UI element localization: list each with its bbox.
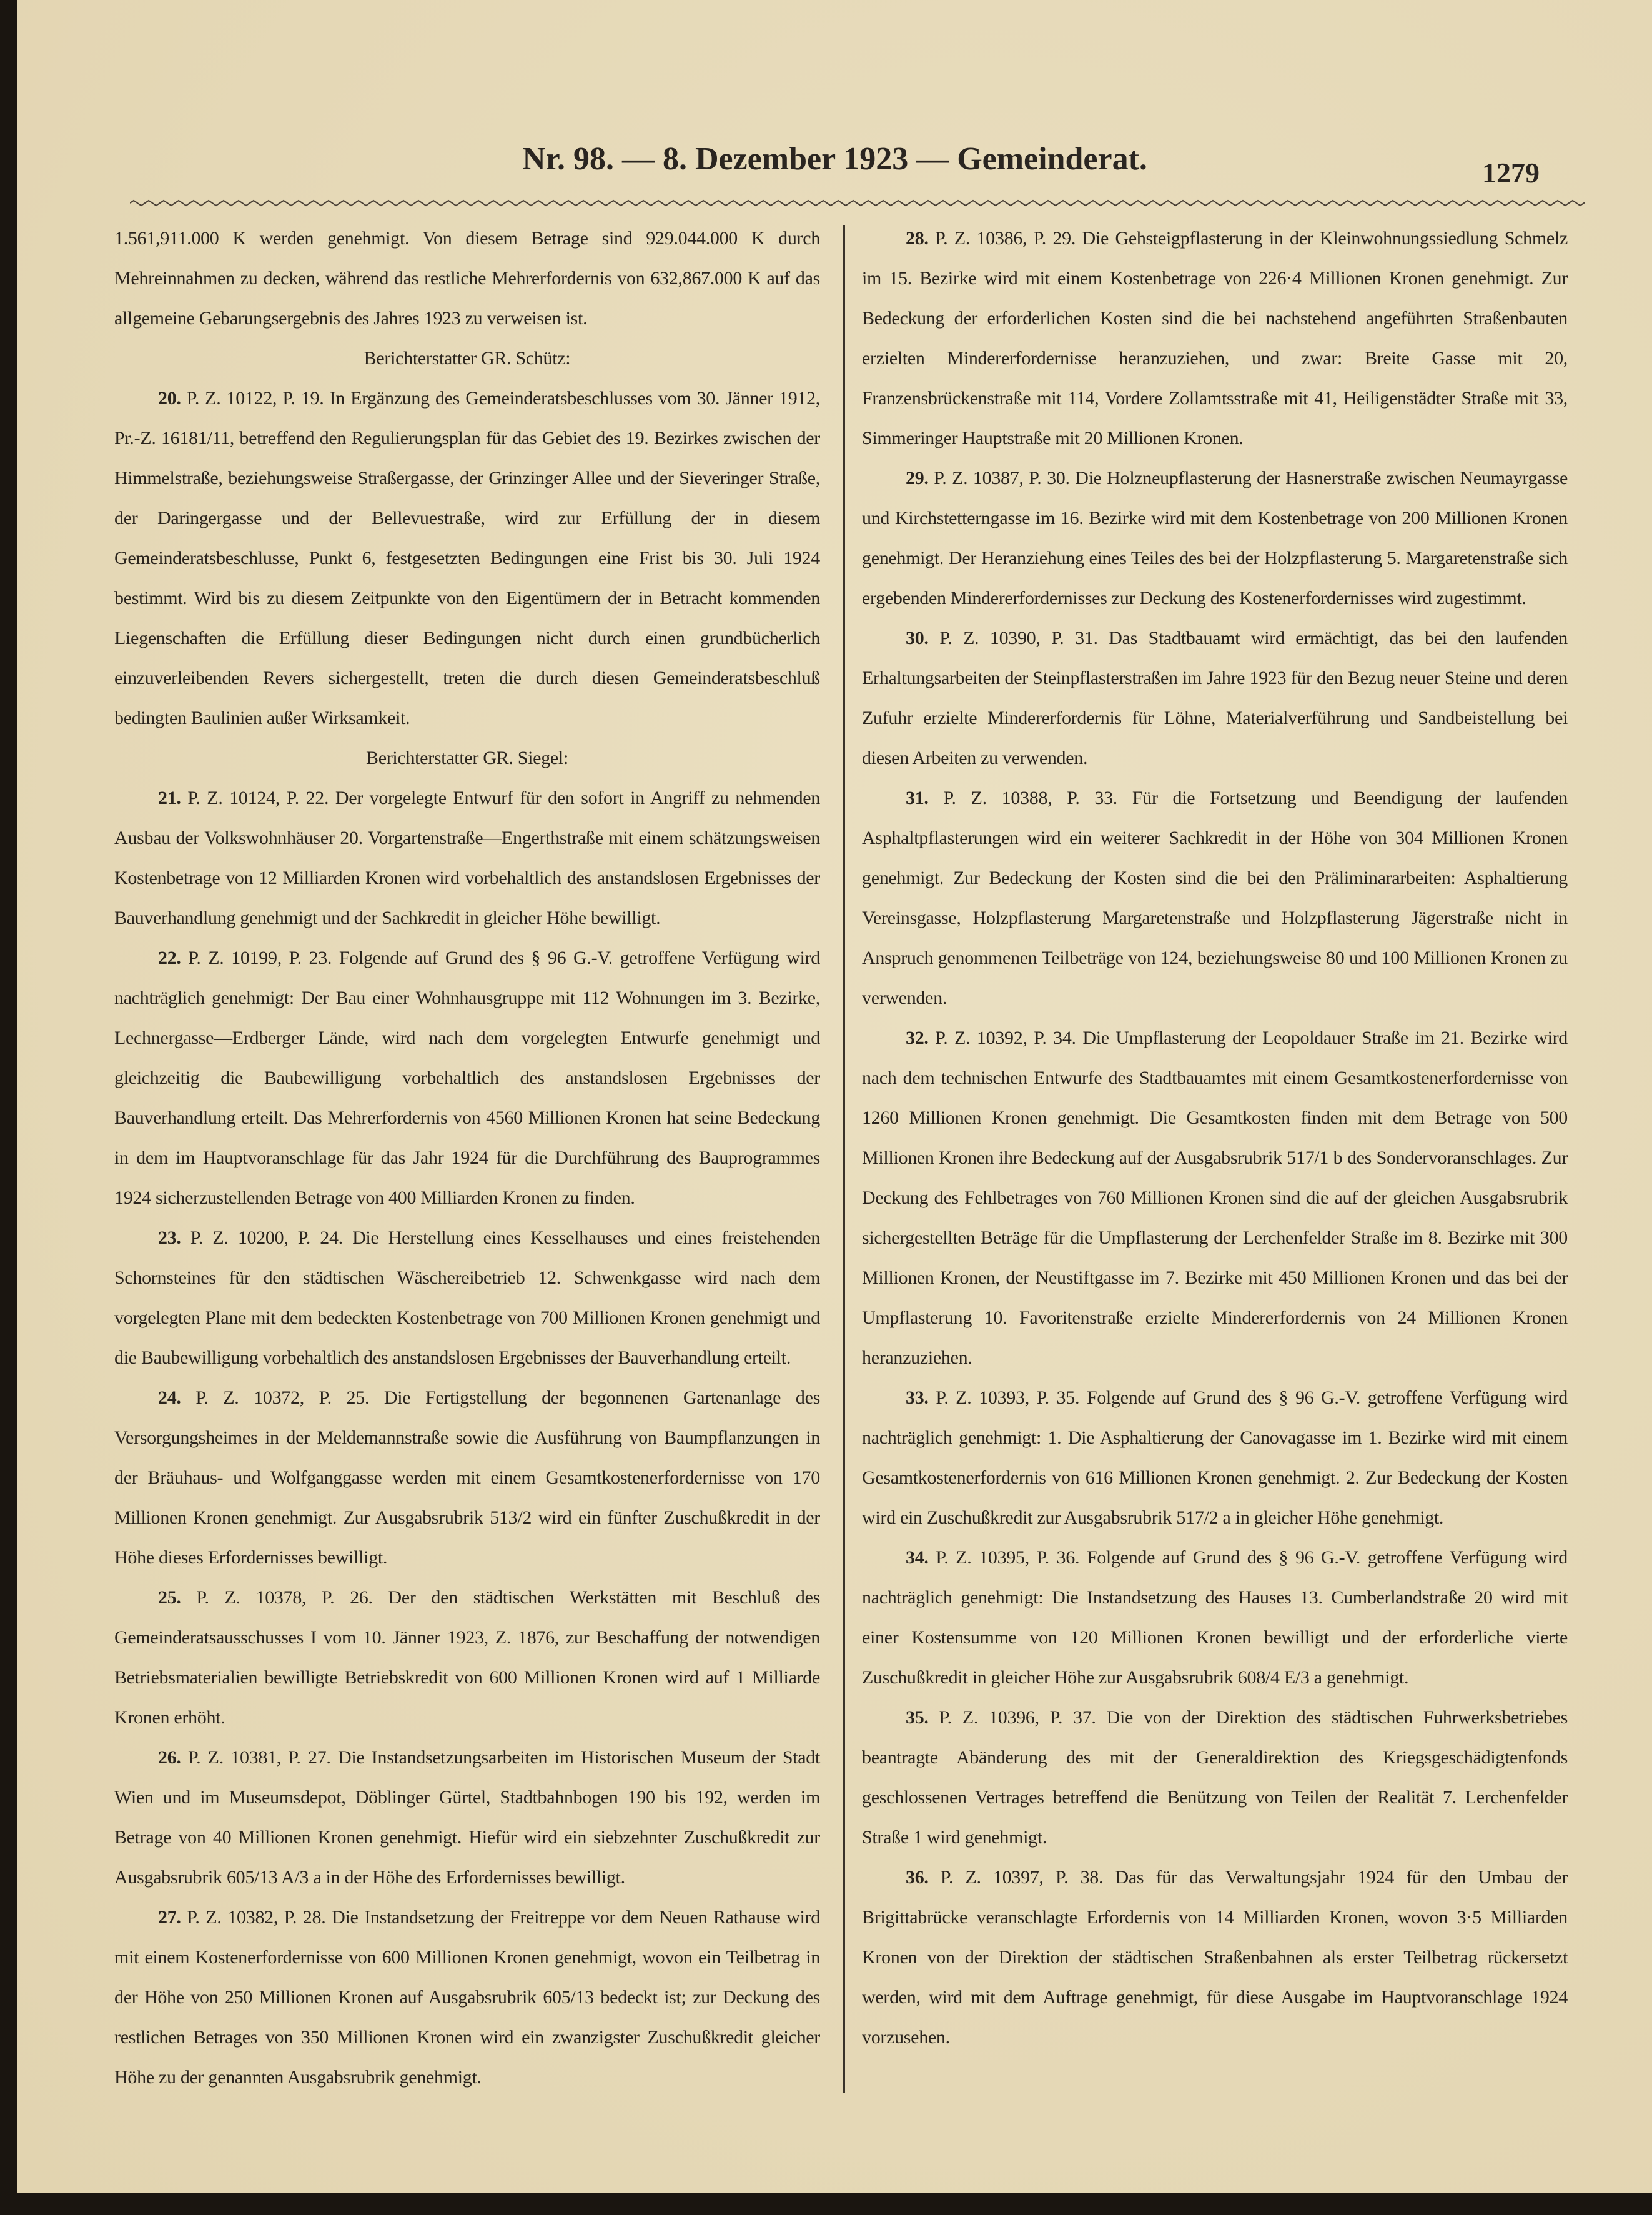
item-number: 22. xyxy=(158,948,181,968)
item-text: P. Z. 10381, P. 27. Die Instandsetzungsarbeiten im Historischen Museum der Stadt Wien und im Museumsdepot, Döblinger Gürtel, Stadtbahnbogen 190 bis 192, werden im Betrage von 40 Millionen Kronen genehmigt. Hiefür wird ein siebzehnter Zuschußkredit zur Ausgabsrubrik 605/13 A/3 a in der Höhe des Erfordernisses bewilligt. xyxy=(114,1747,821,1888)
resolution-item xyxy=(114,1378,820,1578)
item-number: 29. xyxy=(906,468,929,488)
resolution-item xyxy=(862,618,1568,778)
resolution-item xyxy=(114,1738,820,1898)
item-text: P. Z. 10199, P. 23. Folgende auf Grund des § 96 G.-V. getroffene Verfügung wird nachträglich genehmigt: Der Bau einer Wohnhausgruppe mit 112 Wohnungen im 3. Bezirke, Lechnergasse—Erdberger Lände, wird nach dem vorgelegten Entwurfe genehmigt und gleichzeitig die Baubewilligung vorbehaltlich des anstandslosen Ergebnisses der Bauverhandlung erteilt. Das Mehrerfordernis von 4560 Millionen Kronen hat seine Bedeckung in dem im Hauptvoranschlage für das Jahr 1924 für die Durchführung des Bauprogrammes 1924 sicherzustellenden Betrage von 400 Milliarden Kronen zu finden. xyxy=(114,948,820,1208)
wavy-header-rule xyxy=(130,199,1585,207)
item-number: 27. xyxy=(158,1907,181,1928)
item-text: P. Z. 10387, P. 30. Die Holzneupflasterung der Hasnerstraße zwischen Neumayrgasse und Kirchstetterngasse im 16. Bezirke wird mit dem Kostenbetrage von 200 Millionen Kronen genehmigt. Der Heranziehung eines Teiles des bei der Holzpflasterung 5. Margaretenstraße sich ergebenden Mindererfordernisses zur Deckung des Kostenerfordernisses wird zugestimmt. xyxy=(862,468,1568,608)
page-header: Nr. 98. — 8. Dezember 1923 — Gemeinderat. xyxy=(522,141,1147,177)
item-text: P. Z. 10390, P. 31. Das Stadtbauamt wird ermächtigt, das bei den laufenden Erhaltungsarbeiten der Steinpflasterstraßen im Jahre 1923 für den Bezug neuer Steine und deren Zufuhr erzielte Mindererfordernis für Löhne, Materialverführung und Sandbeistellung bei diesen Arbeiten zu verwenden. xyxy=(862,628,1568,768)
item-text: P. Z. 10397, P. 38. Das für das Verwaltungsjahr 1924 für den Umbau der Brigittabrücke veranschlagte Erfordernis von 14 Milliarden Kronen, wovon 3·5 Milliarden Kronen von der Direktion der städtischen Straßenbahnen als erster Teilbetrag rückersetzt werden, wird mit dem Auftrage genehmigt, für diese Ausgabe im Hauptvoranschlage 1924 vorzusehen. xyxy=(862,1867,1568,2048)
item-text: P. Z. 10392, P. 34. Die Umpflasterung der Leopoldauer Straße im 21. Bezirke wird nach dem technischen Entwurfe des Stadtbauamtes mit einem Gesamtkostenerfordernisse von 1260 Millionen Kronen genehmigt. Die Gesamtkosten finden mit dem Betrage von 500 Millionen Kronen ihre Bedeckung auf der Ausgabsrubrik 517/1 b des Sondervoranschlages. Zur Deckung des Fehlbetrages von 760 Millionen Kronen sind die auf der gleichen Ausgabsrubrik sichergestellten Beträge für die Umpflasterung der Lerchenfelder Straße im 8. Bezirke mit 300 Millionen Kronen, der Neustiftgasse im 7. Bezirke mit 450 Millionen Kronen und das bei der Umpflasterung 10. Favoritenstraße erzielte Mindererfordernis von 24 Millionen Kronen heranzuziehen. xyxy=(862,1028,1568,1368)
item-number: 32. xyxy=(906,1028,929,1048)
resolution-item xyxy=(114,938,820,1218)
resolution-item xyxy=(862,458,1568,618)
column-divider xyxy=(843,225,845,2093)
resolution-item xyxy=(114,379,820,738)
resolution-item xyxy=(862,219,1568,458)
item-text: P. Z. 10395, P. 36. Folgende auf Grund des § 96 G.-V. getroffene Verfügung wird nachträglich genehmigt: Die Instandsetzung des Hauses 13. Cumberlandstraße 20 wird mit einer Kostensumme von 120 Millionen Kronen bewilligt und der erforderliche vierte Zuschußkredit in gleicher Höhe zur Ausgabsrubrik 608/4 E/3 a genehmigt. xyxy=(862,1547,1568,1688)
item-text: P. Z. 10388, P. 33. Für die Fortsetzung und Beendigung der laufenden Asphaltpflasterungen wird ein weiterer Sachkredit in der Höhe von 304 Millionen Kronen genehmigt. Zur Bedeckung der Kosten sind die bei den Präliminararbeiten: Asphaltierung Vereinsgasse, Holzpflasterung Margaretenstraße und Holzpflasterung Jägerstraße nicht in Anspruch genommenen Teilbeträge von 124, beziehungsweise 80 und 100 Millionen Kronen zu verwenden. xyxy=(862,788,1568,1008)
item-text: P. Z. 10122, P. 19. In Ergänzung des Gemeinderatsbeschlusses vom 30. Jänner 1912, Pr.-Z. 16181/11, betreffend den Regulierungsplan für das Gebiet des 19. Bezirkes zwischen der Himmelstraße, beziehungsweise Straßergasse, der Grinzinger Allee und der Sieveringer Straße, der Daringergasse und der Bellevuestraße, wird zur Erfüllung der in diesem Gemeinderatsbeschlusse, Punkt 6, festgesetzten Bedingungen eine Frist bis 30. Juli 1924 bestimmt. Wird bis zu diesem Zeitpunkte von den Eigentümern der in Betracht kommenden Liegenschaften die Erfüllung dieser Bedingungen nicht durch einen grundbücherlich einzuverleibenden Revers sichergestellt, treten die durch diesen Gemeinderatsbeschluß bedingten Baulinien außer Wirksamkeit. xyxy=(114,388,820,728)
item-text: P. Z. 10396, P. 37. Die von der Direktion des städtischen Fuhrwerksbetriebes beantragte Abänderung des mit der Generaldirektion des Kriegsgeschädigtenfonds geschlossenen Vertrages betreffend die Benützung von Teilen der Realität 7. Lerchenfelder Straße 1 wird genehmigt. xyxy=(862,1707,1568,1848)
resolution-item xyxy=(862,1698,1568,1858)
resolution-item xyxy=(114,1218,820,1378)
item-text: P. Z. 10378, P. 26. Der den städtischen Werkstätten mit Beschluß des Gemeinderatsausschusses I vom 10. Jänner 1923, Z. 1876, zur Beschaffung der notwendigen Betriebsmaterialien bewilligte Betriebskredit von 600 Millionen Kronen wird auf 1 Milliarde Kronen erhöht. xyxy=(114,1587,820,1728)
item-text: P. Z. 10200, P. 24. Die Herstellung eines Kesselhauses und eines freistehenden Schornsteines für den städtischen Wäschereibetrieb 12. Schwenkgasse wird nach dem vorgelegten Plane mit dem bedeckten Kostenbetrage von 700 Millionen Kronen genehmigt und die Baubewilligung vorbehaltlich des anstandslosen Ergebnisses der Bauverhandlung erteilt. xyxy=(114,1227,821,1368)
resolution-item xyxy=(862,1858,1568,2058)
item-number: 31. xyxy=(906,788,929,808)
left-column xyxy=(114,219,820,2098)
intro-paragraph: 1.561,911.000 K werden genehmigt. Von diesem Betrage sind 929.044.000 K durch Mehreinnahmen zu decken, während das restliche Mehrerfordernis von 632,867.000 K auf das allgemeine Gebarungsergebnis des Jahres 1923 zu verweisen ist. xyxy=(114,228,820,329)
item-number: 24. xyxy=(158,1387,181,1408)
newspaper-page xyxy=(17,0,1652,2193)
item-number: 20. xyxy=(158,388,181,409)
item-number: 35. xyxy=(906,1707,929,1728)
resolution-item xyxy=(114,1578,820,1738)
item-text: P. Z. 10393, P. 35. Folgende auf Grund des § 96 G.-V. getroffene Verfügung wird nachträglich genehmigt: 1. Die Asphaltierung der Canovagasse im 1. Bezirke wird mit einem Gesamtkostenerfordernis von 616 Millionen Kronen genehmigt. 2. Zur Bedeckung der Kosten wird ein Zuschußkredit zur Ausgabsrubrik 517/2 a in gleicher Höhe genehmigt. xyxy=(862,1387,1568,1528)
items-group xyxy=(862,219,1568,2058)
item-number: 21. xyxy=(158,788,181,808)
resolution-item xyxy=(862,1538,1568,1698)
item-number: 26. xyxy=(158,1747,181,1768)
item-text: P. Z. 10124, P. 22. Der vorgelegte Entwurf für den sofort in Angriff zu nehmenden Ausbau der Volkswohnhäuser 20. Vorgartenstraße—Engerthstraße mit einem schätzungsweisen Kostenbetrage von 12 Milliarden Kronen wird vorbehaltlich des anstandslosen Ergebnisses der Bauverhandlung genehmigt und der Sachkredit in gleicher Höhe bewilligt. xyxy=(114,788,821,928)
item-number: 36. xyxy=(906,1867,929,1888)
item-number: 30. xyxy=(906,628,929,648)
section-heading: Berichterstatter GR. Siegel: xyxy=(365,748,568,768)
page-number: 1279 xyxy=(1482,157,1540,189)
resolution-item xyxy=(114,778,820,938)
item-number: 23. xyxy=(158,1227,181,1248)
item-text: P. Z. 10382, P. 28. Die Instandsetzung der Freitreppe vor dem Neuen Rathause wird mit einem Kostenerfordernisse von 600 Millionen Kronen genehmigt, wovon ein Teilbetrag in der Höhe von 250 Millionen Kronen auf Ausgabsrubrik 605/13 bedeckt ist; zur Deckung des restlichen Betrages von 350 Millionen Kronen wird ein zwanzigster Zuschußkredit gleicher Höhe zu der genannten Ausgabsrubrik genehmigt. xyxy=(114,1907,820,2088)
item-number: 33. xyxy=(906,1387,929,1408)
item-number: 25. xyxy=(158,1587,181,1608)
resolution-item xyxy=(862,1378,1568,1538)
item-text: P. Z. 10386, P. 29. Die Gehsteigpflasterung in der Kleinwohnungssiedlung Schmelz im 15. Bezirke wird mit einem Kostenbetrage von 226·4 Millionen Kronen genehmigt. Zur Bedeckung der erforderlichen Kosten sind die bei nachstehend angeführten Straßenbauten erzielten Mindererfordernisse heranzuziehen, und zwar: Breite Gasse mit 20, Franzensbrückenstraße mit 114, Vordere Zollamtsstraße mit 41, Heiligenstädter Straße mit 33, Simmeringer Hauptstraße mit 20 Millionen Kronen. xyxy=(862,228,1568,448)
item-text: P. Z. 10372, P. 25. Die Fertigstellung der begonnenen Gartenanlage des Versorgungsheimes in der Meldemannstraße sowie die Ausführung von Baumpflanzungen in der Bräuhaus- und Wolfganggasse werden mit einem Gesamtkostenerfordernisse von 170 Millionen Kronen genehmigt. Zur Ausgabsrubrik 513/2 wird ein fünfter Zuschußkredit in der Höhe dieses Erfordernisses bewilligt. xyxy=(114,1387,820,1568)
resolution-item xyxy=(862,778,1568,1018)
wavy-rule-line xyxy=(130,201,1585,206)
section-heading: Berichterstatter GR. Schütz: xyxy=(364,348,571,369)
resolution-item xyxy=(862,1018,1568,1378)
item-number: 28. xyxy=(906,228,929,249)
items-group xyxy=(114,778,820,2098)
item-number: 34. xyxy=(906,1547,929,1568)
resolution-item xyxy=(114,1898,820,2098)
right-column xyxy=(862,219,1568,2058)
items-group xyxy=(114,379,820,738)
